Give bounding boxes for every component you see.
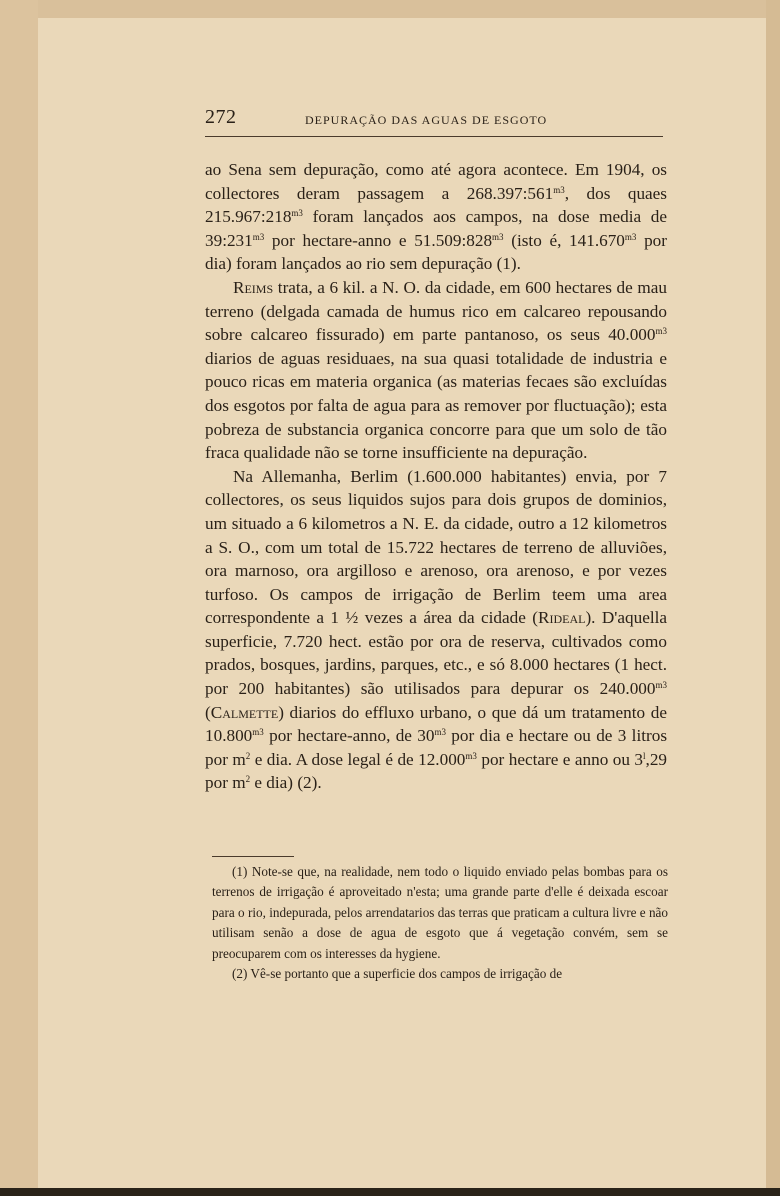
text-run: ) diarios do effluxo urbano, o que dá um tratamento de 10.800: [205, 702, 667, 746]
city-name: Reims: [233, 277, 274, 297]
binding-margin: [0, 0, 39, 1196]
text-run: por dia e hectare ou de 3 litros por m: [205, 726, 668, 769]
text-run: (isto é, 141.670: [503, 230, 625, 250]
footnote-1: (1) Note-se que, na realidade, nem todo o liquido enviado pelas bombas para os terrenos de irrigação é aproveitado n'esta; uma grande parte d'elle é deixada escoar para o rio, indepurada, pelos arrendatarios das terras que praticam a cultura livre e não utilisam senão a dose de agua de esgoto que á vegetação convém, sem se preocuparem com os interesses da hygiene.: [212, 864, 668, 961]
text-run: ). D'aquella superficie, 7.720 hect. estão por ora de reserva, cultivados como prados, bosques, jardins, parques, etc., e só 8.000 hectares (1 hect. por 200 habitantes) são utilisados para depurar os 240.000: [205, 608, 667, 699]
body-text: [205, 158, 667, 795]
unit-superscript: 2: [245, 750, 251, 761]
text-run: (: [205, 702, 211, 722]
unit-superscript: l: [643, 750, 646, 761]
unit-superscript: m3: [492, 231, 504, 242]
text-run: e dia) (2).: [250, 773, 322, 793]
footnotes: [212, 862, 668, 984]
text-run: diarios de aguas residuaes, na sua quasi totalidade de industria e pouco ricas em materia organica (as materias fecaes são excluídas dos esgotos por falta de agua para as remover por fluctuação); esta pobreza de substancia organica concorre para que um solo de tão fraca qualidade não se torne insufficiente na depuração.: [205, 348, 667, 463]
header-rule: [205, 136, 663, 137]
unit-superscript: m3: [252, 231, 265, 242]
paragraph-1: [205, 158, 667, 276]
running-title: DEPURAÇÃO DAS AGUAS DE ESGOTO: [305, 113, 548, 127]
footnote-rule: [212, 856, 294, 857]
text-run: por hectare e anno ou 3: [476, 749, 644, 769]
unit-superscript: m3: [553, 184, 565, 195]
unit-superscript: 2: [245, 774, 251, 785]
unit-superscript: m3: [465, 750, 477, 761]
top-edge: [38, 0, 780, 18]
text-run: , dos quaes 215.967:218: [205, 183, 667, 227]
unit-superscript: m3: [434, 727, 446, 738]
paragraph-2: [205, 276, 667, 465]
text-run: e dia. A dose legal é de 12.000: [250, 749, 466, 769]
unit-superscript: m3: [624, 231, 637, 242]
paragraph-3: [205, 465, 667, 795]
author-citation: Calmette: [210, 702, 279, 722]
footnote-2: (2) Vê-se portanto que a superficie dos campos de irrigação de: [232, 966, 563, 982]
unit-superscript: m3: [655, 680, 667, 691]
text-run: por dia) foram lançados ao rio sem depuração (1).: [205, 230, 667, 274]
unit-superscript: m3: [291, 208, 303, 219]
text-run: por hectare-anno, de 30: [263, 726, 435, 746]
author-citation: Rideal: [537, 608, 586, 628]
unit-superscript: m3: [252, 727, 264, 738]
right-edge: [766, 0, 780, 1196]
text-run: trata, a 6 kil. a N. O. da cidade, em 600 hectares de mau terreno (delgada camada de humus rico em calcareo repousando sobre calcareo fissurado) em parte pantanoso, os seus 40.000: [205, 277, 667, 345]
bottom-edge: [0, 1188, 780, 1196]
text-run: foram lançados aos campos, na dose media de 39:231: [205, 207, 667, 250]
text-run: ao Sena sem depuração, como até agora acontece. Em 1904, os collectores deram passagem a 268.397:561: [205, 160, 667, 203]
unit-superscript: m3: [655, 326, 667, 337]
text-run: por hectare-anno e 51.509:828: [264, 230, 493, 250]
text-run: Na Allemanha, Berlim (1.600.000 habitantes) envia, por 7 collectores, os seus liquidos sujos para dois grupos de dominios, um situado a 6 kilometros a N. E. da cidade, outro a 12 kilometros a S. O., com um total de 15.722 hectares de terreno de alluviões, ora marnoso, ora argilloso e arenoso, ora arenoso, e por vezes turfoso. Os campos de irrigação de Berlim teem uma area correspondente a 1 ½ vezes a área da cidade (: [205, 466, 667, 628]
page-number: 272: [205, 106, 237, 128]
page-header: [205, 106, 663, 134]
text-run: ,29 por m: [205, 749, 668, 793]
